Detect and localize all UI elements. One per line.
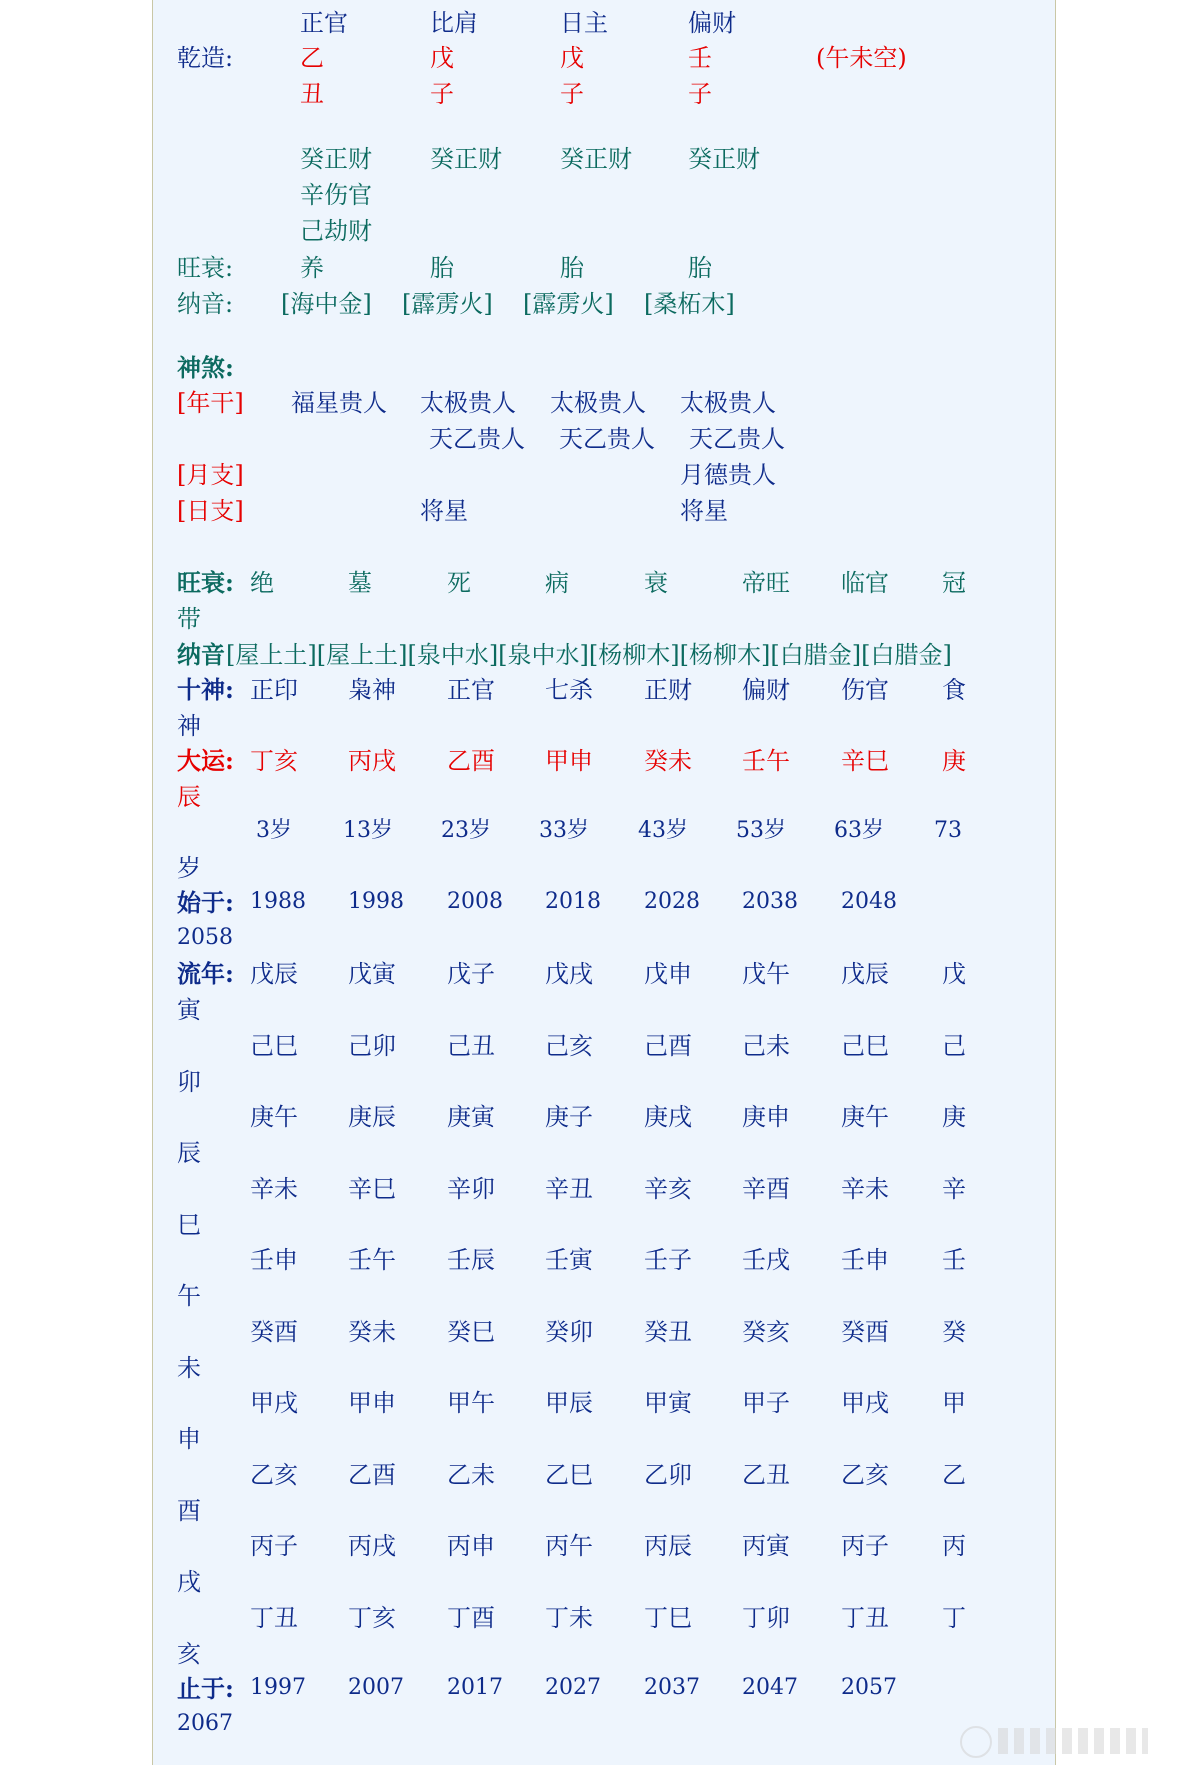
dayun-shishen-cell: 伤官	[841, 676, 889, 704]
shensha-value: 太极贵人	[420, 389, 516, 417]
liunian-cell: 壬子	[644, 1246, 692, 1274]
liunian-cell: 丁丑	[841, 1603, 889, 1632]
dayun-start-cell: 2038	[742, 889, 798, 914]
shensha-row-label: [日支]	[177, 497, 244, 525]
dayun-start-cell: 2008	[447, 889, 503, 914]
liunian-cell: 己巳	[250, 1031, 298, 1060]
liunian-cell: 乙亥	[250, 1460, 298, 1489]
liunian-cell: 戊申	[644, 960, 692, 988]
liunian-cell: 丙午	[545, 1532, 593, 1560]
liunian-cell: 丙申	[447, 1532, 495, 1560]
dayun-yun-cell: 壬午	[742, 747, 790, 775]
liunian-cell: 戊辰	[250, 960, 298, 988]
dayun-end-cell: 1997	[250, 1675, 306, 1700]
watermark-icon	[960, 1726, 992, 1758]
dayun-yun-cell: 甲申	[545, 747, 593, 775]
liunian-wrap: 申	[177, 1425, 201, 1453]
pillar-zhi: 子	[430, 80, 454, 108]
shensha-value: 月德贵人	[680, 461, 776, 489]
pillar-gan: 戊	[560, 44, 584, 72]
liunian-cell: 庚寅	[447, 1103, 495, 1131]
dayun-start-cell: 2048	[841, 889, 897, 914]
liunian-cell: 乙酉	[348, 1460, 396, 1489]
liunian-cell: 戊子	[447, 960, 495, 988]
dayun-age: 3岁	[256, 818, 292, 843]
liunian-cell: 丁巳	[644, 1603, 692, 1632]
liunian-cell: 乙未	[447, 1460, 495, 1489]
dayun-age-wrap: 岁	[177, 854, 201, 882]
liunian-cell: 戊戌	[545, 960, 593, 988]
dayun-shishen-wrap: 神	[177, 712, 201, 740]
shensha-value: 天乙贵人	[559, 425, 655, 453]
pillar-zhi: 丑	[300, 80, 324, 108]
liunian-cell: 乙丑	[742, 1460, 790, 1489]
dayun-shishen-cell: 枭神	[348, 676, 396, 704]
dayun-start-cell: 1988	[250, 889, 306, 914]
dayun-end-label: 止于:	[177, 1674, 234, 1703]
shensha-value: 福星贵人	[291, 389, 387, 417]
dayun-age: 63岁	[834, 818, 884, 843]
pillar-nayin: [桑柘木]	[644, 290, 735, 318]
liunian-cell: 辛卯	[447, 1174, 495, 1203]
liunian-cell: 丙戌	[348, 1532, 396, 1560]
liunian-cell: 丁	[942, 1603, 966, 1632]
dayun-wangshuai-label: 旺衰:	[177, 568, 234, 597]
pillar-wangshuai: 养	[300, 254, 324, 282]
pillar-gan: 戊	[430, 44, 454, 72]
liunian-cell: 丁丑	[250, 1603, 298, 1632]
dayun-end-cell: 2027	[545, 1675, 601, 1700]
liunian-cell: 癸丑	[644, 1317, 692, 1346]
pillar-shishen: 正官	[300, 9, 348, 37]
dayun-wangshuai-cell: 病	[545, 569, 569, 597]
liunian-cell: 己巳	[841, 1031, 889, 1060]
pillar-shishen: 比肩	[430, 9, 478, 37]
liunian-cell: 丁亥	[348, 1603, 396, 1632]
dayun-end-wrap: 2067	[177, 1711, 233, 1736]
shensha-value: 将星	[680, 497, 728, 525]
liunian-cell: 己丑	[447, 1031, 495, 1060]
pillar-zhi: 子	[560, 80, 584, 108]
dayun-start-cell: 1998	[348, 889, 404, 914]
dayun-age: 73	[934, 818, 962, 843]
pillar-canggan: 癸正财	[430, 145, 502, 173]
liunian-cell: 戊午	[742, 960, 790, 988]
dayun-start-cell: 2028	[644, 889, 700, 914]
liunian-cell: 甲戌	[250, 1389, 298, 1417]
shensha-row-label: [月支]	[177, 461, 244, 489]
liunian-wrap: 亥	[177, 1639, 201, 1668]
shensha-title: 神煞:	[177, 353, 234, 382]
pillar-canggan: 癸正财	[560, 145, 632, 173]
shensha-value: 将星	[420, 497, 468, 525]
pillar-canggan: 癸正财	[688, 145, 760, 173]
liunian-cell: 庚戌	[644, 1103, 692, 1131]
pillar-canggan: 癸正财	[300, 145, 372, 173]
bazi-panel	[152, 0, 1056, 1765]
liunian-cell: 甲辰	[545, 1389, 593, 1417]
liunian-wrap: 寅	[177, 996, 201, 1024]
liunian-cell: 丁未	[545, 1603, 593, 1632]
liunian-cell: 乙	[942, 1460, 966, 1489]
dayun-yun-cell: 丁亥	[250, 747, 298, 775]
liunian-cell: 庚	[942, 1103, 966, 1131]
liunian-cell: 己酉	[644, 1031, 692, 1060]
dayun-shishen-label: 十神:	[177, 675, 234, 704]
wangshuai-label: 旺衰:	[177, 254, 234, 282]
pillar-zhi: 子	[688, 80, 712, 108]
liunian-cell: 癸未	[348, 1317, 396, 1346]
liunian-cell: 乙卯	[644, 1460, 692, 1489]
pillar-gan: 乙	[300, 44, 324, 72]
pillar-wangshuai: 胎	[688, 254, 712, 282]
dayun-shishen-cell: 七杀	[545, 676, 593, 704]
dayun-wangshuai-cell: 冠	[942, 569, 966, 597]
liunian-cell: 己未	[742, 1031, 790, 1060]
dayun-end-cell: 2007	[348, 1675, 404, 1700]
pillar-nayin: [霹雳火]	[402, 290, 493, 318]
dayun-wangshuai-cell: 绝	[250, 569, 274, 597]
liunian-cell: 丁卯	[742, 1603, 790, 1632]
liunian-cell: 庚午	[250, 1103, 298, 1131]
liunian-cell: 癸亥	[742, 1317, 790, 1346]
dayun-wangshuai-cell: 死	[447, 569, 471, 597]
liunian-wrap: 卯	[177, 1067, 201, 1096]
liunian-cell: 辛巳	[348, 1174, 396, 1203]
liunian-cell: 辛未	[250, 1174, 298, 1203]
dayun-end-cell: 2057	[841, 1675, 897, 1700]
dayun-wangshuai-wrap: 带	[177, 605, 201, 633]
dayun-start-label: 始于:	[177, 888, 234, 917]
liunian-wrap: 午	[177, 1282, 201, 1310]
pillar-wangshuai: 胎	[430, 254, 454, 282]
liunian-wrap: 戌	[177, 1568, 201, 1596]
dayun-age: 33岁	[539, 818, 589, 843]
dayun-age: 23岁	[441, 818, 491, 843]
dayun-nayin-text: [屋上土][屋上土][泉中水][泉中水][杨柳木][杨柳木][白腊金][白腊金]	[226, 641, 952, 669]
dayun-yun-label: 大运:	[177, 746, 234, 775]
liunian-cell: 丙子	[250, 1532, 298, 1560]
qianzao-label: 乾造:	[177, 44, 234, 72]
watermark	[960, 1722, 1180, 1758]
liunian-cell: 辛	[942, 1174, 966, 1203]
liunian-cell: 甲午	[447, 1389, 495, 1417]
pillar-canggan: 己劫财	[300, 217, 372, 245]
pillar-nayin: [海中金]	[281, 290, 372, 318]
liunian-cell: 庚子	[545, 1103, 593, 1131]
dayun-shishen-cell: 正印	[250, 676, 298, 704]
pillar-shishen: 日主	[560, 9, 608, 37]
liunian-cell: 庚申	[742, 1103, 790, 1131]
liunian-cell: 乙巳	[545, 1460, 593, 1489]
shensha-value: 太极贵人	[550, 389, 646, 417]
liunian-cell: 壬寅	[545, 1246, 593, 1274]
shensha-value: 天乙贵人	[429, 425, 525, 453]
liunian-cell: 癸	[942, 1317, 966, 1346]
liunian-cell: 壬戌	[742, 1246, 790, 1274]
liunian-cell: 甲寅	[644, 1389, 692, 1417]
liunian-cell: 庚辰	[348, 1103, 396, 1131]
liunian-label: 流年:	[177, 959, 234, 988]
liunian-cell: 辛亥	[644, 1174, 692, 1203]
liunian-wrap: 辰	[177, 1139, 201, 1167]
liunian-cell: 丁酉	[447, 1603, 495, 1632]
dayun-yun-cell: 癸未	[644, 747, 692, 775]
liunian-cell: 壬辰	[447, 1246, 495, 1274]
dayun-wangshuai-cell: 帝旺	[742, 569, 790, 597]
liunian-cell: 丙	[942, 1532, 966, 1560]
liunian-cell: 戊寅	[348, 960, 396, 988]
dayun-shishen-cell: 偏财	[742, 676, 790, 704]
liunian-cell: 辛未	[841, 1174, 889, 1203]
liunian-cell: 壬申	[250, 1246, 298, 1274]
liunian-wrap: 未	[177, 1353, 201, 1382]
nayin-label: 纳音:	[177, 290, 234, 318]
dayun-age: 43岁	[638, 818, 688, 843]
dayun-yun-cell: 庚	[942, 747, 966, 775]
dayun-age: 53岁	[736, 818, 786, 843]
liunian-cell: 己	[942, 1031, 966, 1060]
liunian-cell: 乙亥	[841, 1460, 889, 1489]
dayun-wangshuai-cell: 墓	[348, 569, 372, 597]
liunian-cell: 丙子	[841, 1532, 889, 1560]
liunian-cell: 甲申	[348, 1389, 396, 1417]
dayun-yun-cell: 乙酉	[447, 747, 495, 775]
pillar-canggan: 辛伤官	[300, 181, 372, 209]
liunian-cell: 癸酉	[250, 1317, 298, 1346]
liunian-cell: 戊辰	[841, 960, 889, 988]
liunian-cell: 癸巳	[447, 1317, 495, 1346]
liunian-cell: 辛酉	[742, 1174, 790, 1203]
liunian-cell: 己卯	[348, 1031, 396, 1060]
dayun-yun-cell: 丙戌	[348, 747, 396, 775]
liunian-cell: 丙辰	[644, 1532, 692, 1560]
liunian-cell: 壬	[942, 1246, 966, 1274]
pillar-gan: 壬	[688, 44, 712, 72]
liunian-cell: 壬午	[348, 1246, 396, 1274]
dayun-end-cell: 2037	[644, 1675, 700, 1700]
liunian-cell: 丙寅	[742, 1532, 790, 1560]
liunian-cell: 庚午	[841, 1103, 889, 1131]
pillar-shishen: 偏财	[688, 9, 736, 37]
liunian-cell: 壬申	[841, 1246, 889, 1274]
pillar-wangshuai: 胎	[560, 254, 584, 282]
dayun-shishen-cell: 正官	[447, 676, 495, 704]
liunian-cell: 甲	[942, 1389, 966, 1417]
dayun-shishen-cell: 食	[942, 676, 966, 704]
dayun-wangshuai-cell: 临官	[841, 569, 889, 597]
kongwang: (午未空)	[816, 44, 907, 72]
watermark-logo	[998, 1728, 1148, 1754]
liunian-wrap: 巳	[177, 1210, 201, 1239]
liunian-cell: 甲戌	[841, 1389, 889, 1417]
dayun-yun-wrap: 辰	[177, 783, 201, 811]
dayun-start-cell: 2018	[545, 889, 601, 914]
dayun-nayin-label: 纳音	[177, 640, 225, 669]
liunian-cell: 癸酉	[841, 1317, 889, 1346]
dayun-end-cell: 2047	[742, 1675, 798, 1700]
shensha-row-label: [年干]	[177, 389, 244, 417]
liunian-cell: 甲子	[742, 1389, 790, 1417]
dayun-yun-cell: 辛巳	[841, 747, 889, 775]
dayun-age: 13岁	[343, 818, 393, 843]
liunian-cell: 辛丑	[545, 1174, 593, 1203]
dayun-shishen-cell: 正财	[644, 676, 692, 704]
liunian-wrap: 酉	[177, 1496, 201, 1525]
liunian-cell: 癸卯	[545, 1317, 593, 1346]
liunian-cell: 己亥	[545, 1031, 593, 1060]
shensha-value: 天乙贵人	[689, 425, 785, 453]
dayun-wangshuai-cell: 衰	[644, 569, 668, 597]
liunian-cell: 戊	[942, 960, 966, 988]
pillar-nayin: [霹雳火]	[523, 290, 614, 318]
dayun-end-cell: 2017	[447, 1675, 503, 1700]
shensha-value: 太极贵人	[680, 389, 776, 417]
dayun-start-wrap: 2058	[177, 925, 233, 950]
